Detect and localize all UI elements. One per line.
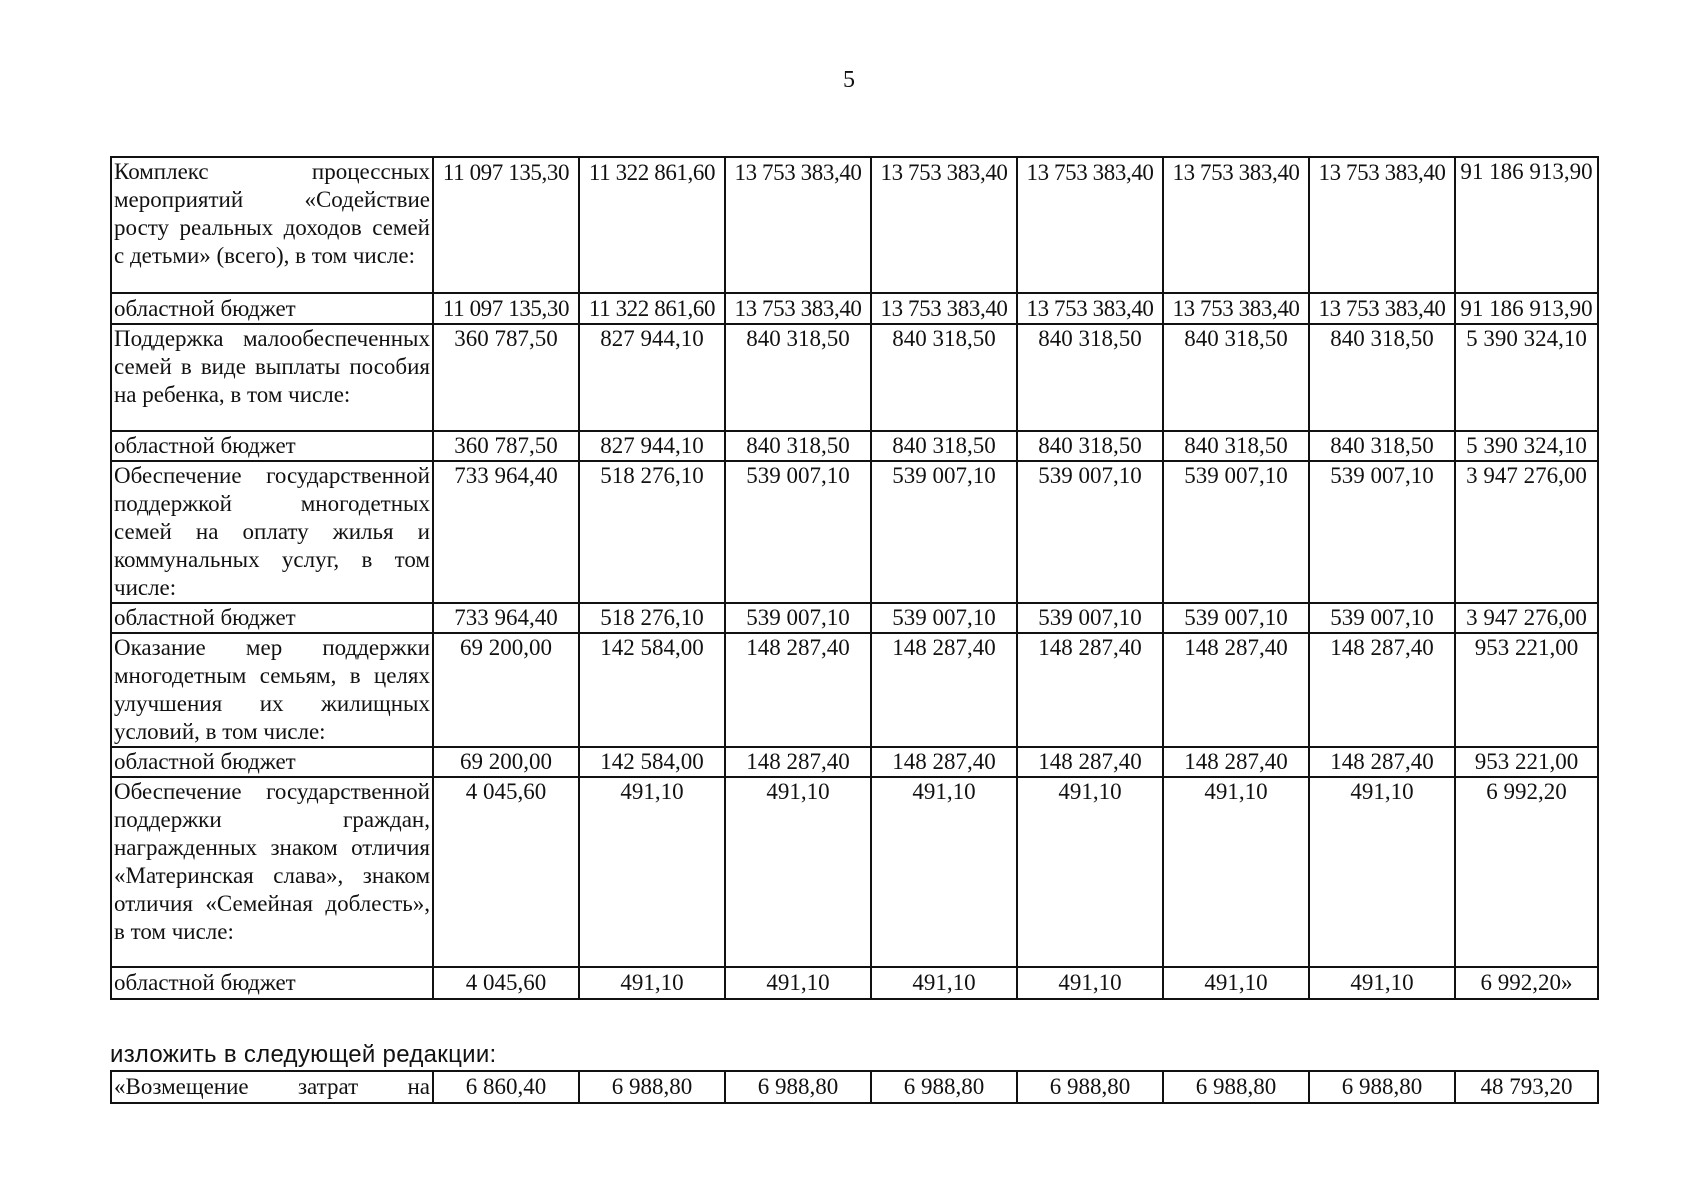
value-cell: 6 988,80 (1163, 1071, 1309, 1103)
value-cell: 840 318,50 (1163, 324, 1309, 431)
label-word: «Возмещение (114, 1074, 249, 1099)
program-row (111, 461, 1598, 603)
value-cell: 491,10 (1017, 777, 1163, 967)
value-cell: 69 200,00 (433, 633, 579, 747)
value-cell: 13 753 383,40 (1309, 157, 1455, 293)
budget-table (110, 156, 1599, 1000)
value-cell: 491,10 (1163, 967, 1309, 999)
total-cell: 48 793,20 (1455, 1071, 1598, 1103)
value-cell: 4 045,60 (433, 967, 579, 999)
value-cell: 840 318,50 (871, 431, 1017, 461)
regional-budget-label: областной бюджет (111, 603, 433, 633)
value-cell: 360 787,50 (433, 431, 579, 461)
value-cell: 148 287,40 (1163, 633, 1309, 747)
program-row (111, 157, 1598, 293)
total-cell: 91 186 913,90 (1455, 293, 1598, 324)
value-cell: 13 753 383,40 (725, 293, 871, 324)
program-name: Обеспечение государственной поддержки граждан, награжденных знаком отличия «Материнская слава», знаком отличия «Семейная доблесть», в том числе: (111, 777, 433, 967)
value-cell: 840 318,50 (1309, 431, 1455, 461)
value-cell: 148 287,40 (1163, 747, 1309, 777)
value-cell: 491,10 (1309, 777, 1455, 967)
value-cell: 491,10 (871, 967, 1017, 999)
new-edition-label-cell (111, 1071, 433, 1103)
value-cell: 11 097 135,30 (433, 293, 579, 324)
value-cell: 491,10 (579, 777, 725, 967)
regional-budget-label: областной бюджет (111, 747, 433, 777)
value-cell: 840 318,50 (725, 431, 871, 461)
value-cell: 6 988,80 (1309, 1071, 1455, 1103)
value-cell: 13 753 383,40 (871, 157, 1017, 293)
new-edition-row (111, 1071, 1598, 1103)
value-cell: 11 097 135,30 (433, 157, 579, 293)
value-cell: 6 988,80 (871, 1071, 1017, 1103)
program-name: Поддержка малообеспеченных семей в виде выплаты пособия на ребенка, в том числе: (111, 324, 433, 431)
total-cell: 3 947 276,00 (1455, 603, 1598, 633)
subtotal-row-regional-budget (111, 967, 1598, 999)
value-cell: 69 200,00 (433, 747, 579, 777)
new-edition-table (110, 1070, 1599, 1104)
value-cell: 539 007,10 (725, 461, 871, 603)
program-row (111, 633, 1598, 747)
value-cell: 491,10 (1017, 967, 1163, 999)
subtotal-row-regional-budget (111, 747, 1598, 777)
program-row (111, 324, 1598, 431)
value-cell: 539 007,10 (1163, 461, 1309, 603)
value-cell: 11 322 861,60 (579, 293, 725, 324)
value-cell: 539 007,10 (1163, 603, 1309, 633)
label-word: затрат (297, 1074, 359, 1099)
value-cell: 148 287,40 (1309, 747, 1455, 777)
subtotal-row-regional-budget (111, 603, 1598, 633)
value-cell: 539 007,10 (1309, 461, 1455, 603)
total-cell: 3 947 276,00 (1455, 461, 1598, 603)
value-cell: 491,10 (1309, 967, 1455, 999)
value-cell: 539 007,10 (871, 603, 1017, 633)
value-cell: 840 318,50 (1163, 431, 1309, 461)
total-cell: 953 221,00 (1455, 747, 1598, 777)
value-cell: 13 753 383,40 (725, 157, 871, 293)
value-cell: 148 287,40 (725, 633, 871, 747)
value-cell: 6 988,80 (579, 1071, 725, 1103)
value-cell: 11 322 861,60 (579, 157, 725, 293)
value-cell: 827 944,10 (579, 324, 725, 431)
value-cell: 491,10 (579, 967, 725, 999)
value-cell: 539 007,10 (871, 461, 1017, 603)
value-cell: 518 276,10 (579, 461, 725, 603)
value-cell: 733 964,40 (433, 461, 579, 603)
value-cell: 142 584,00 (579, 747, 725, 777)
program-row (111, 777, 1598, 967)
regional-budget-label: областной бюджет (111, 293, 433, 324)
value-cell: 360 787,50 (433, 324, 579, 431)
value-cell: 148 287,40 (1309, 633, 1455, 747)
value-cell: 491,10 (1163, 777, 1309, 967)
program-name: Комплекс процессных мероприятий «Содействие росту реальных доходов семей с детьми» (всего), в том числе: (111, 157, 433, 293)
value-cell: 491,10 (725, 967, 871, 999)
program-name: Обеспечение государственной поддержкой многодетных семей на оплату жилья и коммунальных услуг, в том числе: (111, 461, 433, 603)
value-cell: 13 753 383,40 (1163, 157, 1309, 293)
total-cell: 91 186 913,90 (1455, 157, 1598, 293)
value-cell: 827 944,10 (579, 431, 725, 461)
total-cell: 6 992,20» (1455, 967, 1598, 999)
value-cell: 148 287,40 (871, 747, 1017, 777)
value-cell: 148 287,40 (1017, 747, 1163, 777)
program-name: Оказание мер поддержки многодетным семьям, в целях улучшения их жилищных условий, в том числе: (111, 633, 433, 747)
value-cell: 13 753 383,40 (1309, 293, 1455, 324)
value-cell: 539 007,10 (1017, 461, 1163, 603)
total-cell: 5 390 324,10 (1455, 431, 1598, 461)
regional-budget-label: областной бюджет (111, 967, 433, 999)
value-cell: 840 318,50 (1309, 324, 1455, 431)
value-cell: 13 753 383,40 (1017, 157, 1163, 293)
value-cell: 539 007,10 (1309, 603, 1455, 633)
value-cell: 539 007,10 (725, 603, 871, 633)
value-cell: 4 045,60 (433, 777, 579, 967)
value-cell: 539 007,10 (1017, 603, 1163, 633)
value-cell: 733 964,40 (433, 603, 579, 633)
new-edition-label (114, 1073, 430, 1101)
value-cell: 13 753 383,40 (1163, 293, 1309, 324)
value-cell: 148 287,40 (725, 747, 871, 777)
value-cell: 840 318,50 (1017, 431, 1163, 461)
value-cell: 13 753 383,40 (1017, 293, 1163, 324)
subtotal-row-regional-budget (111, 293, 1598, 324)
total-cell: 5 390 324,10 (1455, 324, 1598, 431)
value-cell: 142 584,00 (579, 633, 725, 747)
value-cell: 840 318,50 (725, 324, 871, 431)
page-number: 5 (843, 67, 855, 93)
label-word: на (407, 1074, 430, 1099)
value-cell: 6 988,80 (725, 1071, 871, 1103)
value-cell: 148 287,40 (871, 633, 1017, 747)
value-cell: 6 988,80 (1017, 1071, 1163, 1103)
value-cell: 491,10 (725, 777, 871, 967)
value-cell: 148 287,40 (1017, 633, 1163, 747)
value-cell: 840 318,50 (1017, 324, 1163, 431)
value-cell: 840 318,50 (871, 324, 1017, 431)
value-cell: 491,10 (871, 777, 1017, 967)
value-cell: 6 860,40 (433, 1071, 579, 1103)
total-cell: 953 221,00 (1455, 633, 1598, 747)
regional-budget-label: областной бюджет (111, 431, 433, 461)
instruction-text: изложить в следующей редакции: (110, 1041, 497, 1068)
value-cell: 518 276,10 (579, 603, 725, 633)
total-cell: 6 992,20 (1455, 777, 1598, 967)
value-cell: 13 753 383,40 (871, 293, 1017, 324)
subtotal-row-regional-budget (111, 431, 1598, 461)
